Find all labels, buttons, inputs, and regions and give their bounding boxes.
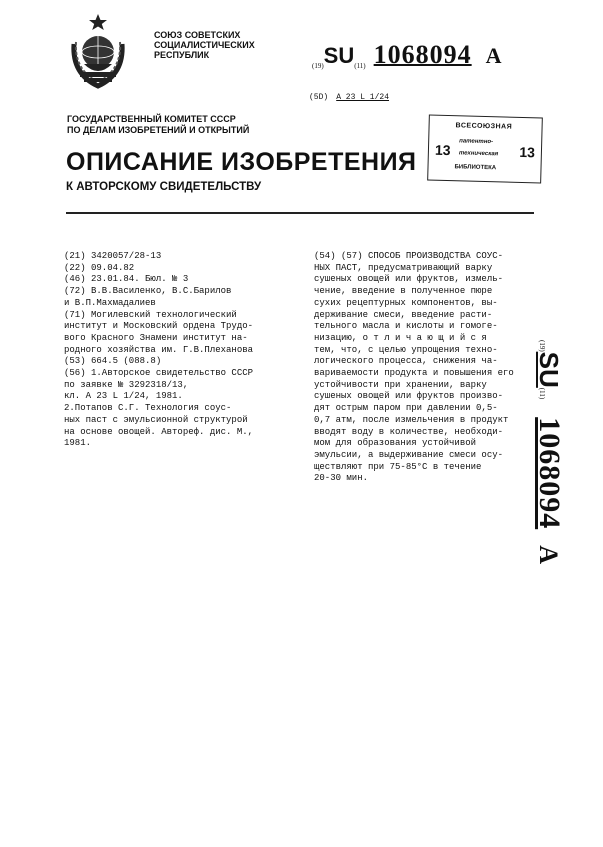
biblio-line: и В.П.Махмадалиев [64,297,156,308]
side-kind: A [534,545,563,564]
committee-line: ГОСУДАРСТВЕННЫЙ КОМИТЕТ СССР [67,114,236,124]
patent-header [312,40,502,70]
biblio-line: ных паст с эмульсионной структурой [64,414,248,425]
biblio-line: 2.Потапов С.Г. Технология соус- [64,403,232,414]
side-number: 1068094 [533,417,566,530]
claim-line: НЫХ ПАСТ, предусматривающий варку [314,262,493,273]
bibliographic-data [64,251,300,450]
biblio-line: (56) 1.Авторское свидетельство СССР [64,368,254,379]
biblio-line: (21) 3420057/28-13 [64,251,162,261]
claim-line: 20-30 мин. [314,473,369,484]
biblio-line: вого Красного Знамени институт на- [64,332,248,343]
library-stamp [427,115,543,184]
ipc-code: (5D) [309,93,329,102]
biblio-line: (71) Могилевский технологический [64,309,237,320]
biblio-line: институт и Московский ордена Трудо- [64,321,254,332]
biblio-line: родного хозяйства им. Г.В.Плеханова [64,344,254,355]
side-country-code: SU [534,351,564,388]
biblio-line: кл. А 23 L 1/24, 1981. [64,391,183,402]
side-code-19: (19) [538,340,546,352]
stamp-line: патентно- [459,138,494,146]
claim-line: мом для образования устойчивой [314,438,477,449]
claim-line: держивание смеси, введение расти- [314,309,493,320]
claim-line: вариваемости продукта и повышения его [314,368,514,379]
side-patent-number [510,340,580,680]
code-11: (11) [354,62,366,70]
stamp-line: техническая [458,150,499,158]
ipc-classification [309,93,389,102]
document-title: ОПИСАНИЕ ИЗОБРЕТЕНИЯ [66,148,417,176]
country-code: SU [323,43,355,68]
ussr-emblem-icon [64,12,132,90]
document-subtitle: К АВТОРСКОМУ СВИДЕТЕЛЬСТВУ [66,181,262,193]
claim-line: сушеных овощей или фруктов произво- [314,391,504,402]
claims-text [314,251,536,485]
claim-line: эмульсии, а выдерживание смеси осу- [314,449,504,460]
claim-line: дят острым паром при давлении 0,5- [314,403,498,414]
claim-line: сухих рецептурных компонентов, вы- [314,297,498,308]
biblio-line: (46) 23.01.84. Бюл. № 3 [64,274,189,285]
committee-name [67,114,249,136]
claim-line: 0,7 атм, после измельчения в продукт [314,414,509,425]
committee-line: ПО ДЕЛАМ ИЗОБРЕТЕНИЙ И ОТКРЫТИЙ [67,125,250,135]
claim-line: низацию, о т л и ч а ю щ и й с я [314,332,487,343]
biblio-line: (22) 09.04.82 [64,262,135,273]
claim-line: (54) (57) СПОСОБ ПРОИЗВОДСТВА СОУС- [314,251,504,261]
claim-line: сушеных овощей или фруктов, измель- [314,274,504,285]
patent-kind: A [485,43,502,68]
claim-line: вводят воду в количестве, необходи- [314,426,504,437]
patent-number: 1068094 [373,40,472,69]
claim-line: тельного масла и кислоты и гомоге- [314,321,498,332]
biblio-line: (53) 664.5 (088.8) [64,356,162,367]
biblio-line: по заявке № 3292318/13, [64,379,189,390]
ipc-value: A 23 L 1/24 [336,93,390,102]
claim-line: логического процесса, снижения ча- [314,356,498,367]
biblio-line: на основе овощей. Автореф. дис. М., [64,426,254,437]
org-line: СОЮЗ СОВЕТСКИХ [154,30,241,40]
stamp-line: ВСЕСОЮЗНАЯ [455,122,513,131]
stamp-number-left: 13 [434,141,451,159]
stamp-number-right: 13 [519,143,536,161]
biblio-line: 1981. [64,438,92,449]
org-line: СОЦИАЛИСТИЧЕСКИХ [154,40,255,50]
stamp-line: БИБЛИОТЕКА [454,164,497,172]
claim-line: чение, введение в полученное пюре [314,286,493,297]
claim-line: устойчивости при хранении, варку [314,379,487,390]
biblio-line: (72) В.В.Василенко, В.С.Барилов [64,286,232,297]
claim-line: тем, что, с целью упрощения техно- [314,344,498,355]
side-code-11: (11) [538,387,546,400]
claim-line: ществляют при 75-85°С в течение [314,461,482,472]
org-name [154,30,255,60]
code-19: (19) [312,62,324,70]
divider [66,212,534,214]
org-line: РЕСПУБЛИК [154,50,210,60]
